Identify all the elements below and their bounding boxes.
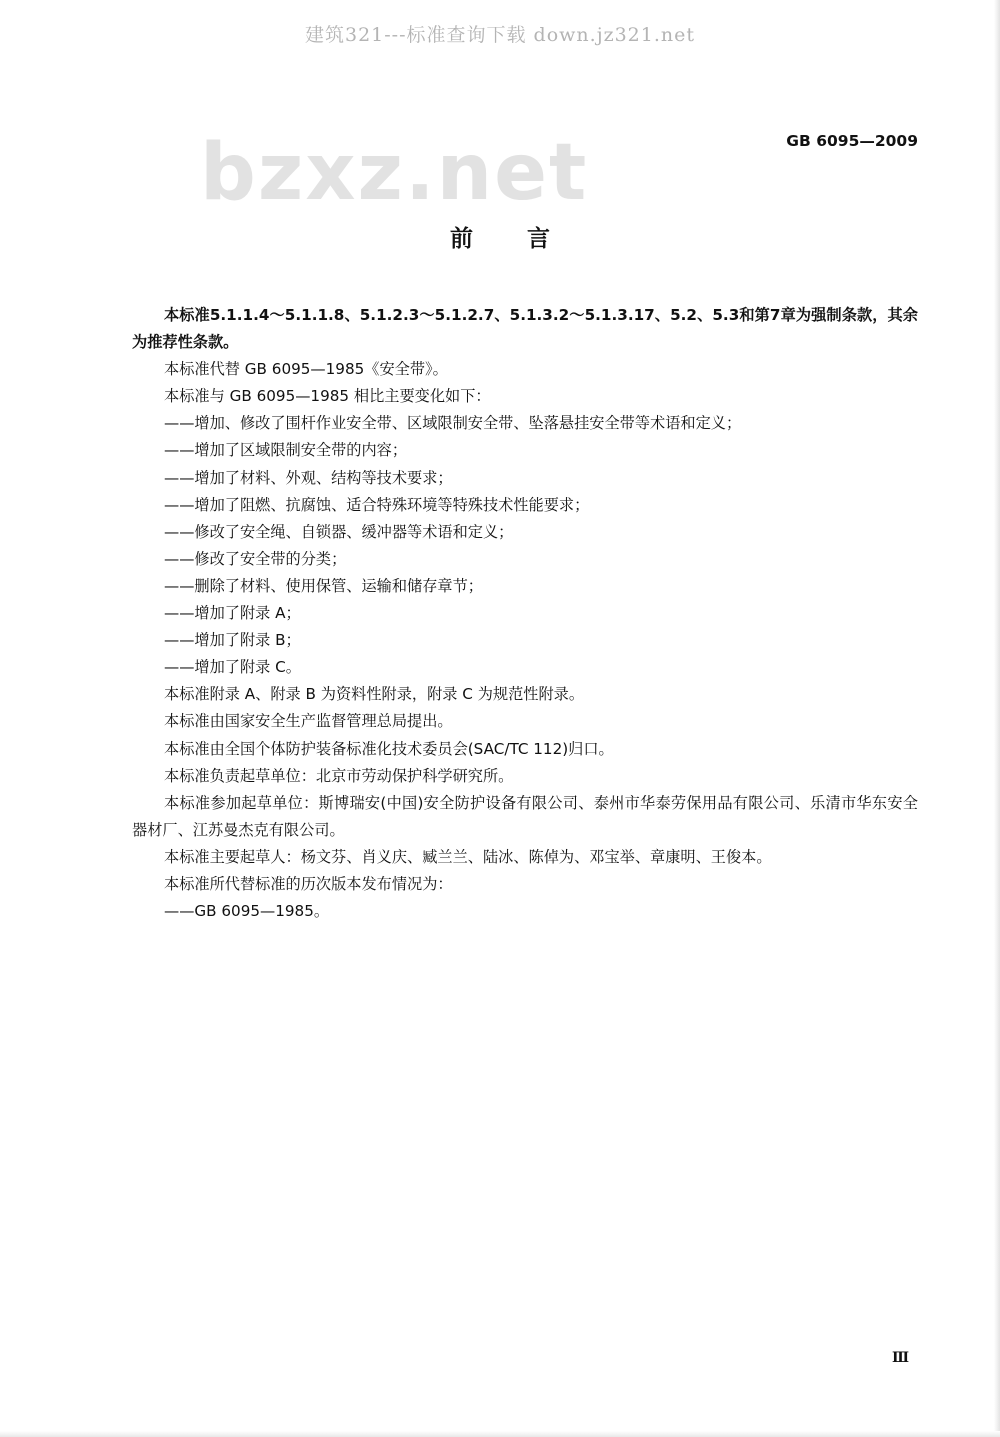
paragraph-drafting-unit: 本标准负责起草单位：北京市劳动保护科学研究所。 <box>164 766 514 785</box>
page-edge-shadow <box>0 1431 1000 1437</box>
list-item-change: ——增加了阻燃、抗腐蚀、适合特殊环境等特殊技术性能要求； <box>164 495 590 514</box>
paragraph-drafters: 本标准主要起草人：杨文芬、肖义庆、臧兰兰、陆冰、陈倬为、邓宝举、章康明、王俊本。 <box>164 847 772 866</box>
list-item-change: ——增加了附录 A； <box>164 604 301 623</box>
paragraph-changes-intro: 本标准与 GB 6095—1985 相比主要变化如下： <box>164 387 491 406</box>
paragraph-mandatory-clauses: 本标准5.1.1.4～5.1.1.8、5.1.2.3～5.1.2.7、5.1.3.2～5.1.3.17、5.2、5.3和第7章为强制条款，其余为推荐性条款。 <box>132 306 918 352</box>
list-item-history: ——GB 6095—1985。 <box>164 902 330 921</box>
list-item-change: ——增加了附录 B； <box>164 631 301 650</box>
watermark: bzxz.net <box>200 128 589 218</box>
list-item-change: ——删除了材料、使用保管、运输和储存章节； <box>164 576 483 595</box>
list-item-change: ——增加了材料、外观、结构等技术要求； <box>164 468 453 487</box>
page-edge-shadow <box>994 0 1000 1437</box>
site-header-text: 建筑321---标准查询下载 down.jz321.net <box>304 24 696 46</box>
paragraph-appendices: 本标准附录 A、附录 B 为资料性附录，附录 C 为规范性附录。 <box>164 685 585 704</box>
standard-number: GB 6095—2009 <box>786 132 918 150</box>
list-item-change: ——修改了安全绳、自锁器、缓冲器等术语和定义； <box>164 522 514 541</box>
list-item-change: ——修改了安全带的分类； <box>164 549 347 568</box>
list-item-change: ——增加、修改了围杆作业安全带、区域限制安全带、坠落悬挂安全带等术语和定义； <box>164 414 742 433</box>
list-item-change: ——增加了附录 C。 <box>164 658 301 677</box>
page-number: Ⅲ <box>891 1350 909 1366</box>
paragraph-replaces: 本标准代替 GB 6095—1985《安全带》。 <box>164 360 448 379</box>
paragraph-proposed-by: 本标准由国家安全生产监督管理总局提出。 <box>164 712 453 731</box>
foreword-body <box>132 302 918 925</box>
paragraph-history-intro: 本标准所代替标准的历次版本发布情况为： <box>164 874 453 893</box>
paragraph-participating-units: 本标准参加起草单位：斯博瑞安(中国)安全防护设备有限公司、泰州市华泰劳保用品有限公司、乐清市华东安全器材厂、江苏曼杰克有限公司。 <box>132 793 918 839</box>
paragraph-under-jurisdiction: 本标准由全国个体防护装备标准化技术委员会(SAC/TC 112)归口。 <box>164 739 614 758</box>
page-title: 前言 <box>450 226 604 252</box>
list-item-change: ——增加了区域限制安全带的内容； <box>164 441 407 460</box>
